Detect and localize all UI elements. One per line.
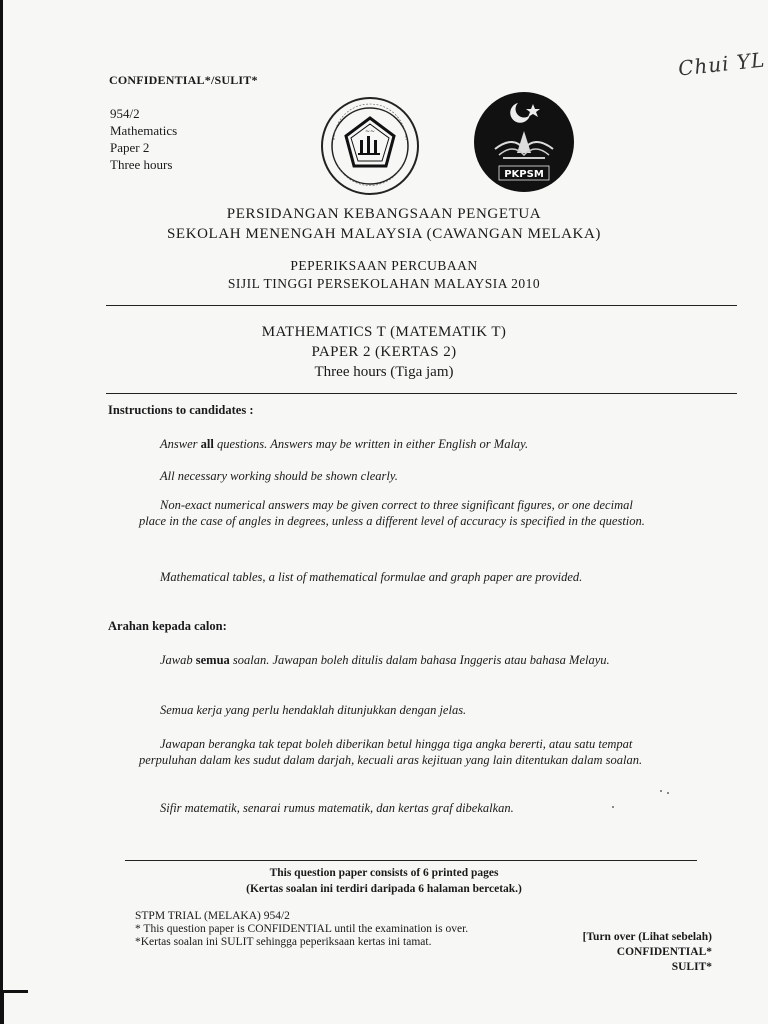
page-count-english: This question paper consists of 6 printed pages — [269, 867, 499, 879]
scan-speck — [612, 806, 614, 808]
pkpsm-logo-icon — [473, 91, 575, 193]
instruction-working: All necessary working should be shown clearly. — [160, 469, 398, 483]
arahan-kerja: Semua kerja yang perlu hendaklah ditunjukkan dengan jelas. — [160, 703, 467, 717]
classification-label: CONFIDENTIAL*/SULIT* — [109, 73, 258, 87]
pkpsm-logo-label: PKPSM — [504, 169, 544, 180]
trial-label: STPM TRIAL (MELAKA) 954/2 — [135, 910, 290, 922]
footer-confidential: CONFIDENTIAL* — [616, 946, 712, 958]
handwritten-signature: Chui YL — [676, 47, 767, 81]
turn-over-label: [Turn over (Lihat sebelah) — [582, 931, 712, 943]
scan-speck — [660, 790, 662, 792]
paper-code: 954/2 — [110, 106, 140, 121]
paper-number: Paper 2 — [110, 140, 150, 155]
arahan-kejituan: Jawapan berangka tak tepat boleh diberikan betul hingga tiga angka bererti, atau satu tempat perpuluhan dalam kes sudut dalam darjah, kecuali aras kejituan yang lain ditentukan dalam soalan. — [139, 737, 643, 767]
paper-duration: Three hours — [110, 157, 173, 172]
subject-name: Mathematics — [110, 123, 178, 138]
divider-middle — [106, 393, 737, 394]
organiser-title-line2: SEKOLAH MENENGAH MALAYSIA (CAWANGAN MELAKA) — [166, 226, 602, 242]
page-count-malay: (Kertas soalan ini terdiri daripada 6 halaman bercetak.) — [246, 883, 522, 895]
confidential-note-english: * This question paper is CONFIDENTIAL until the examination is over. — [135, 923, 469, 935]
instruction-accuracy: Non-exact numerical answers may be given correct to three significant figures, or one decimal place in the case of angles in degrees, unless a different level of accuracy is specified in the question. — [139, 498, 645, 528]
arahan-jawab-semua: Jawab semua soalan. Jawapan boleh ditulis dalam bahasa Inggeris atau bahasa Melayu. — [160, 653, 610, 667]
duration-title: Three hours (Tiga jam) — [314, 364, 454, 380]
paper-code-block — [110, 105, 177, 173]
divider-footer — [125, 860, 697, 861]
arahan-heading: Arahan kepada calon: — [108, 619, 227, 633]
exam-title-line2: SIJIL TINGGI PERSEKOLAHAN MALAYSIA 2010 — [227, 276, 541, 291]
svg-text:~~: ~~ — [364, 128, 376, 135]
instructions-heading: Instructions to candidates : — [108, 403, 254, 417]
scan-speck — [667, 792, 669, 794]
footer-notes — [135, 910, 468, 949]
corner-mark — [0, 990, 28, 1024]
exam-title-line1: PEPERIKSAAN PERCUBAAN — [290, 258, 478, 273]
paper-title: PAPER 2 (KERTAS 2) — [311, 344, 457, 360]
footer-sulit: SULIT* — [671, 961, 712, 973]
instruction-materials: Mathematical tables, a list of mathematical formulae and graph paper are provided. — [160, 570, 583, 584]
arahan-bahan: Sifir matematik, senarai rumus matematik, dan kertas graf dibekalkan. — [160, 801, 514, 815]
organiser-title-line1: PERSIDANGAN KEBANGSAAN PENGETUA — [226, 206, 542, 222]
divider-top — [106, 305, 737, 306]
instruction-answer-all: Answer all questions. Answers may be written in either English or Malay. — [160, 437, 529, 451]
confidential-note-malay: *Kertas soalan ini SULIT sehingga peperiksaan kertas ini tamat. — [135, 936, 432, 948]
school-crest-icon — [320, 96, 420, 196]
subject-title: MATHEMATICS T (MATEMATIK T) — [261, 324, 507, 340]
turn-over-block — [520, 930, 712, 975]
